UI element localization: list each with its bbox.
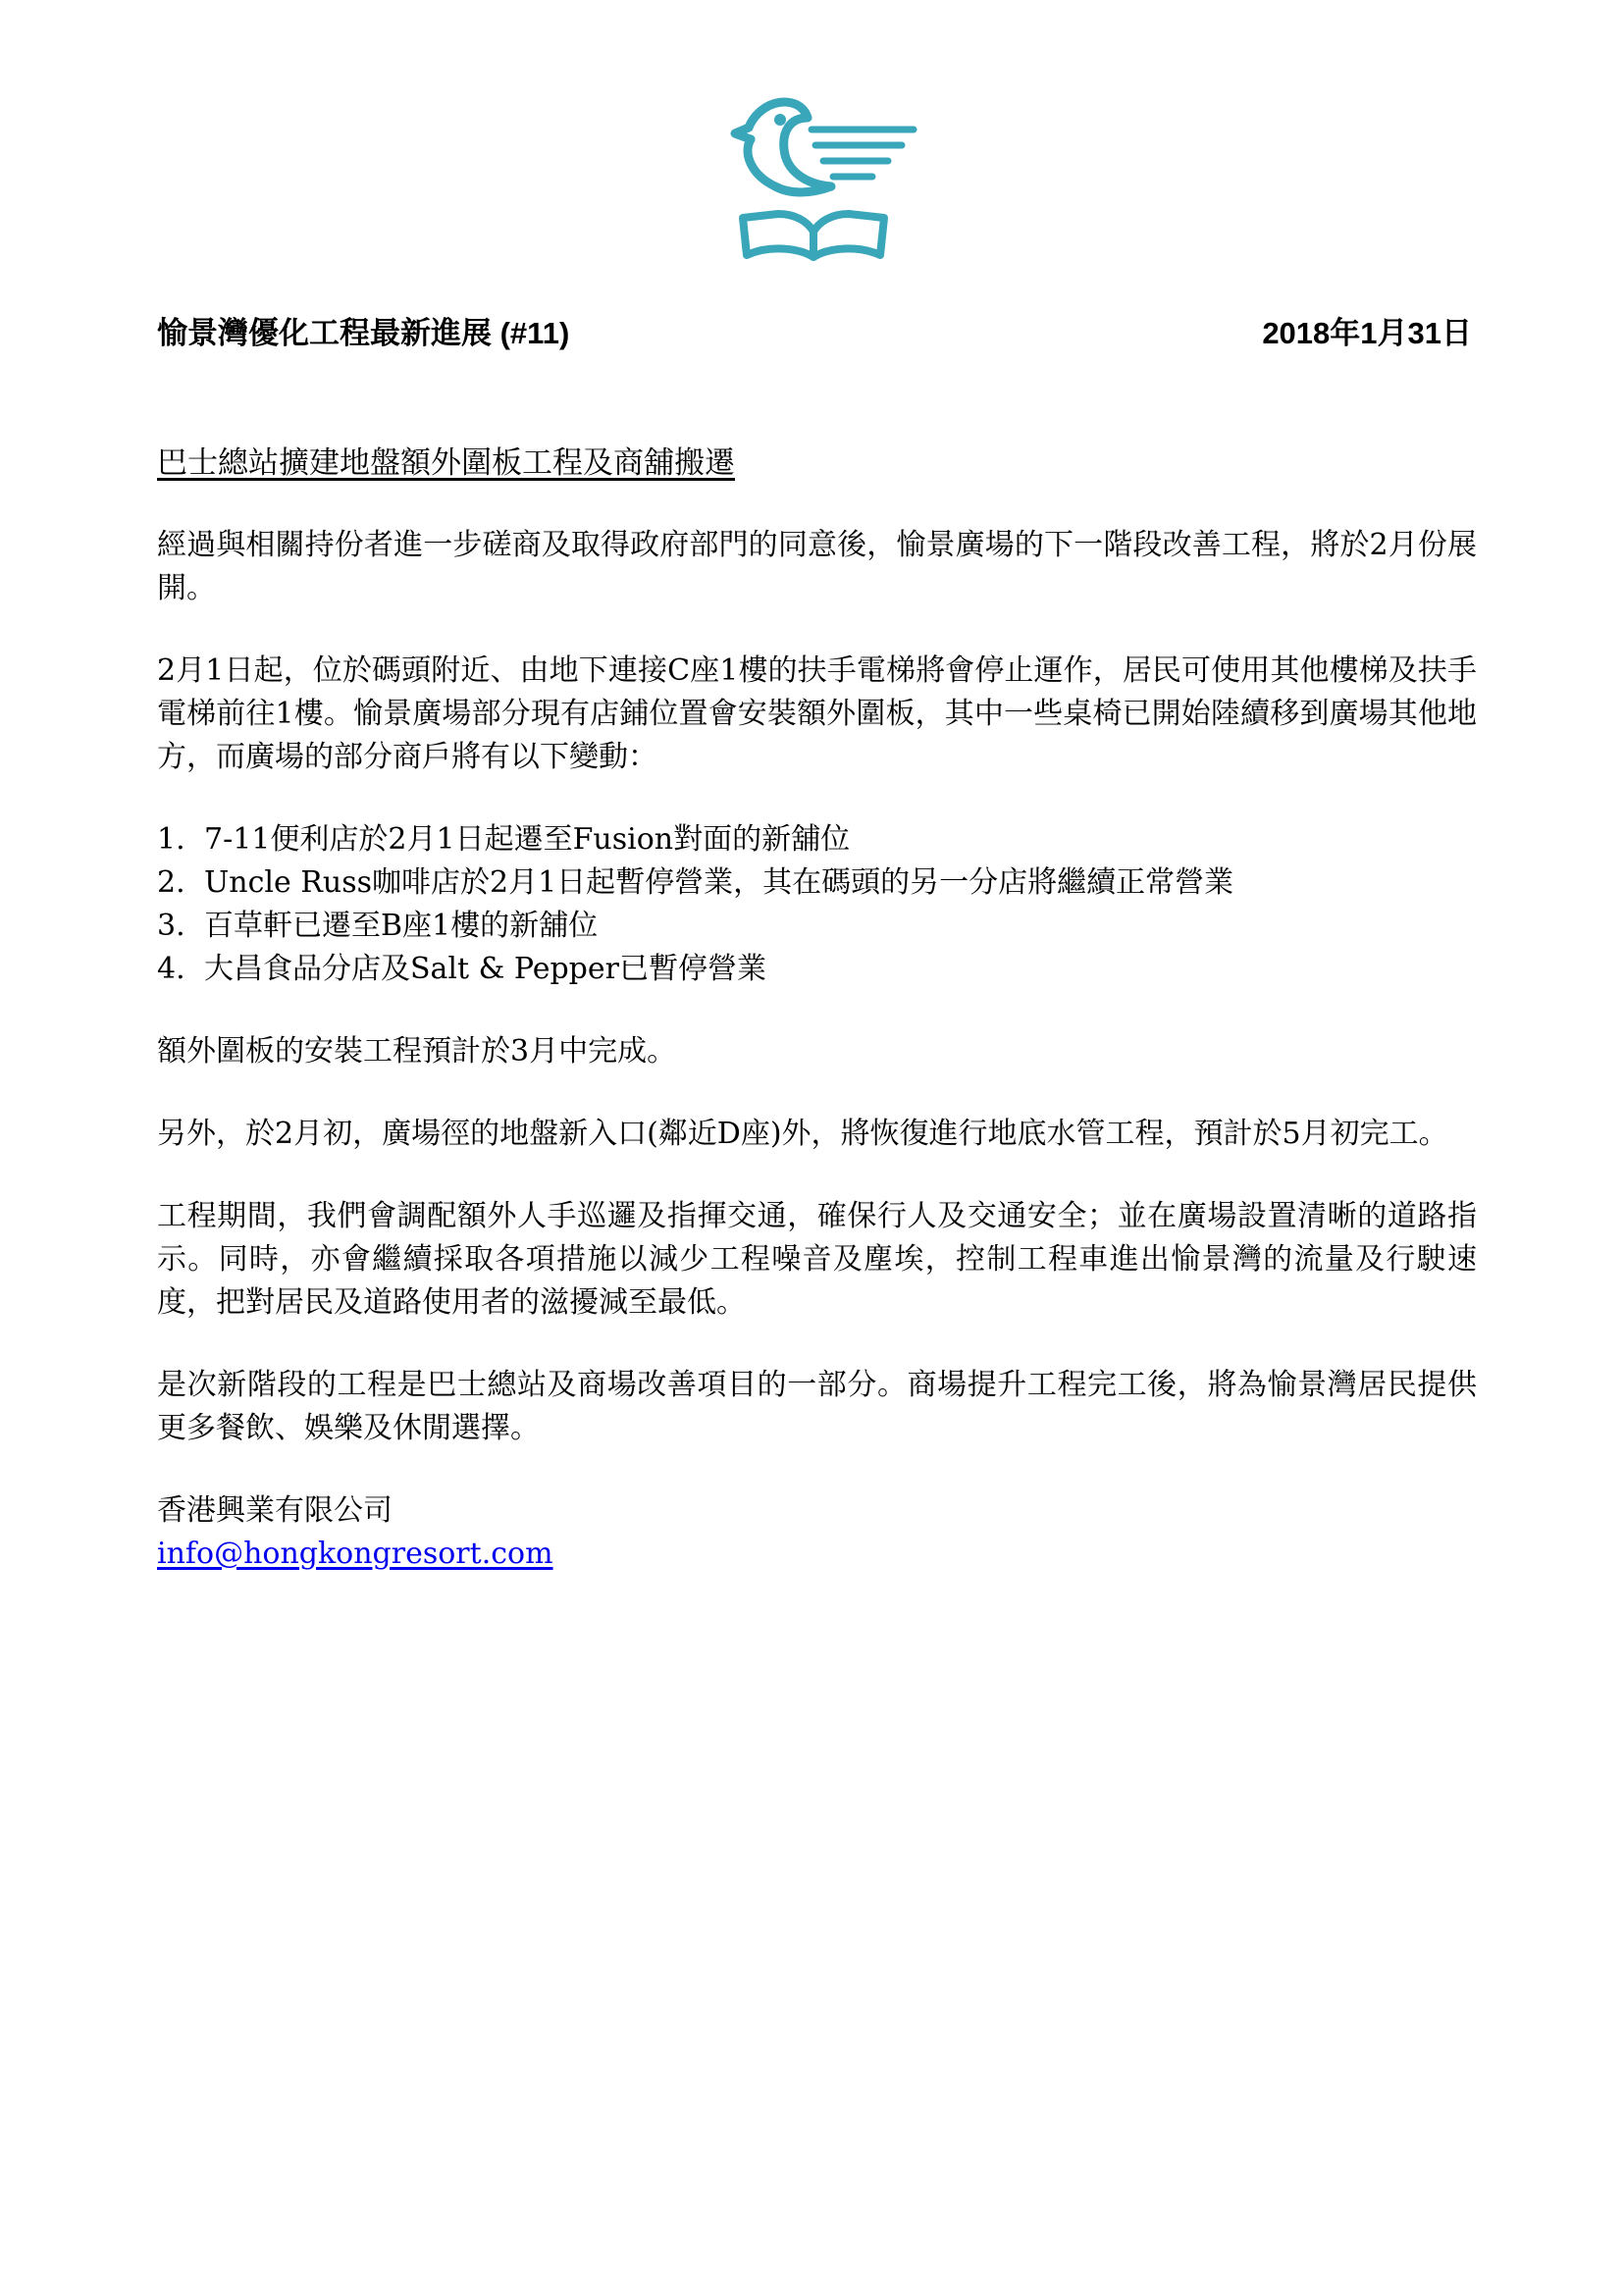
project-summary-paragraph: 是次新階段的工程是巴士總站及商場改善項目的一部分。商場提升工程完工後，將為愉景灣居民提供更多餐飲、娛樂及休閒選擇。 (157, 1368, 1477, 1445)
bird-logo-icon (721, 88, 917, 267)
list-item-text: Uncle Russ咖啡店於2月1日起暫停營業，其在碼頭的另一分店將繼續正常營業 (204, 865, 1234, 900)
list-item-text: 大昌食品分店及Salt & Pepper已暫停營業 (204, 952, 766, 986)
list-item-number: 4. (157, 952, 185, 986)
list-item (157, 905, 1477, 948)
safety-measures-paragraph: 工程期間，我們會調配額外人手巡邏及指揮交通，確保行人及交通安全；並在廣場設置清晰的道路指示。同時，亦會繼續採取各項措施以減少工程噪音及塵埃，控制工程車進出愉景灣的流量及行駛速度，把對居民及道路使用者的滋擾減至最低。 (157, 1199, 1477, 1320)
list-item-text: 7-11便利店於2月1日起遷至Fusion對面的新舖位 (204, 822, 851, 857)
list-item-text: 百草軒已遷至B座1樓的新舖位 (204, 909, 599, 943)
list-item-number: 1. (157, 822, 185, 857)
contact-email-link[interactable]: info@hongkongresort.com (157, 1537, 553, 1571)
notice-body (157, 442, 1477, 1576)
section-title: 巴士總站擴建地盤額外圍板工程及商舖搬遷 (157, 445, 735, 481)
water-pipe-paragraph: 另外，於2月初，廣場徑的地盤新入口(鄰近D座)外，將恢復進行地底水管工程，預計於5月初完工。 (157, 1117, 1448, 1151)
document-title: 愉景灣優化工程最新進展 (#11) (157, 316, 570, 350)
list-item (157, 861, 1477, 905)
document-date: 2018年1月31日 (1262, 316, 1472, 350)
intro-paragraph: 經過與相關持份者進一步磋商及取得政府部門的同意後，愉景廣場的下一階段改善工程，將於2月份展開。 (157, 528, 1477, 605)
list-item (157, 818, 1477, 861)
document-header (157, 312, 1472, 355)
shop-changes-list (157, 818, 1477, 991)
changes-paragraph: 2月1日起，位於碼頭附近、由地下連接C座1樓的扶手電梯將會停止運作，居民可使用其他樓梯及扶手電梯前往1樓。愉景廣場部分現有店鋪位置會安裝額外圍板，其中一些桌椅已開始陸續移到廣場其他地方，而廣場的部分商戶將有以下變動： (157, 653, 1477, 774)
company-name: 香港興業有限公司 (157, 1493, 393, 1528)
list-item-number: 2. (157, 865, 185, 900)
hoarding-completion-paragraph: 額外圍板的安裝工程預計於3月中完成。 (157, 1034, 677, 1069)
list-item-number: 3. (157, 909, 185, 943)
list-item (157, 948, 1477, 991)
